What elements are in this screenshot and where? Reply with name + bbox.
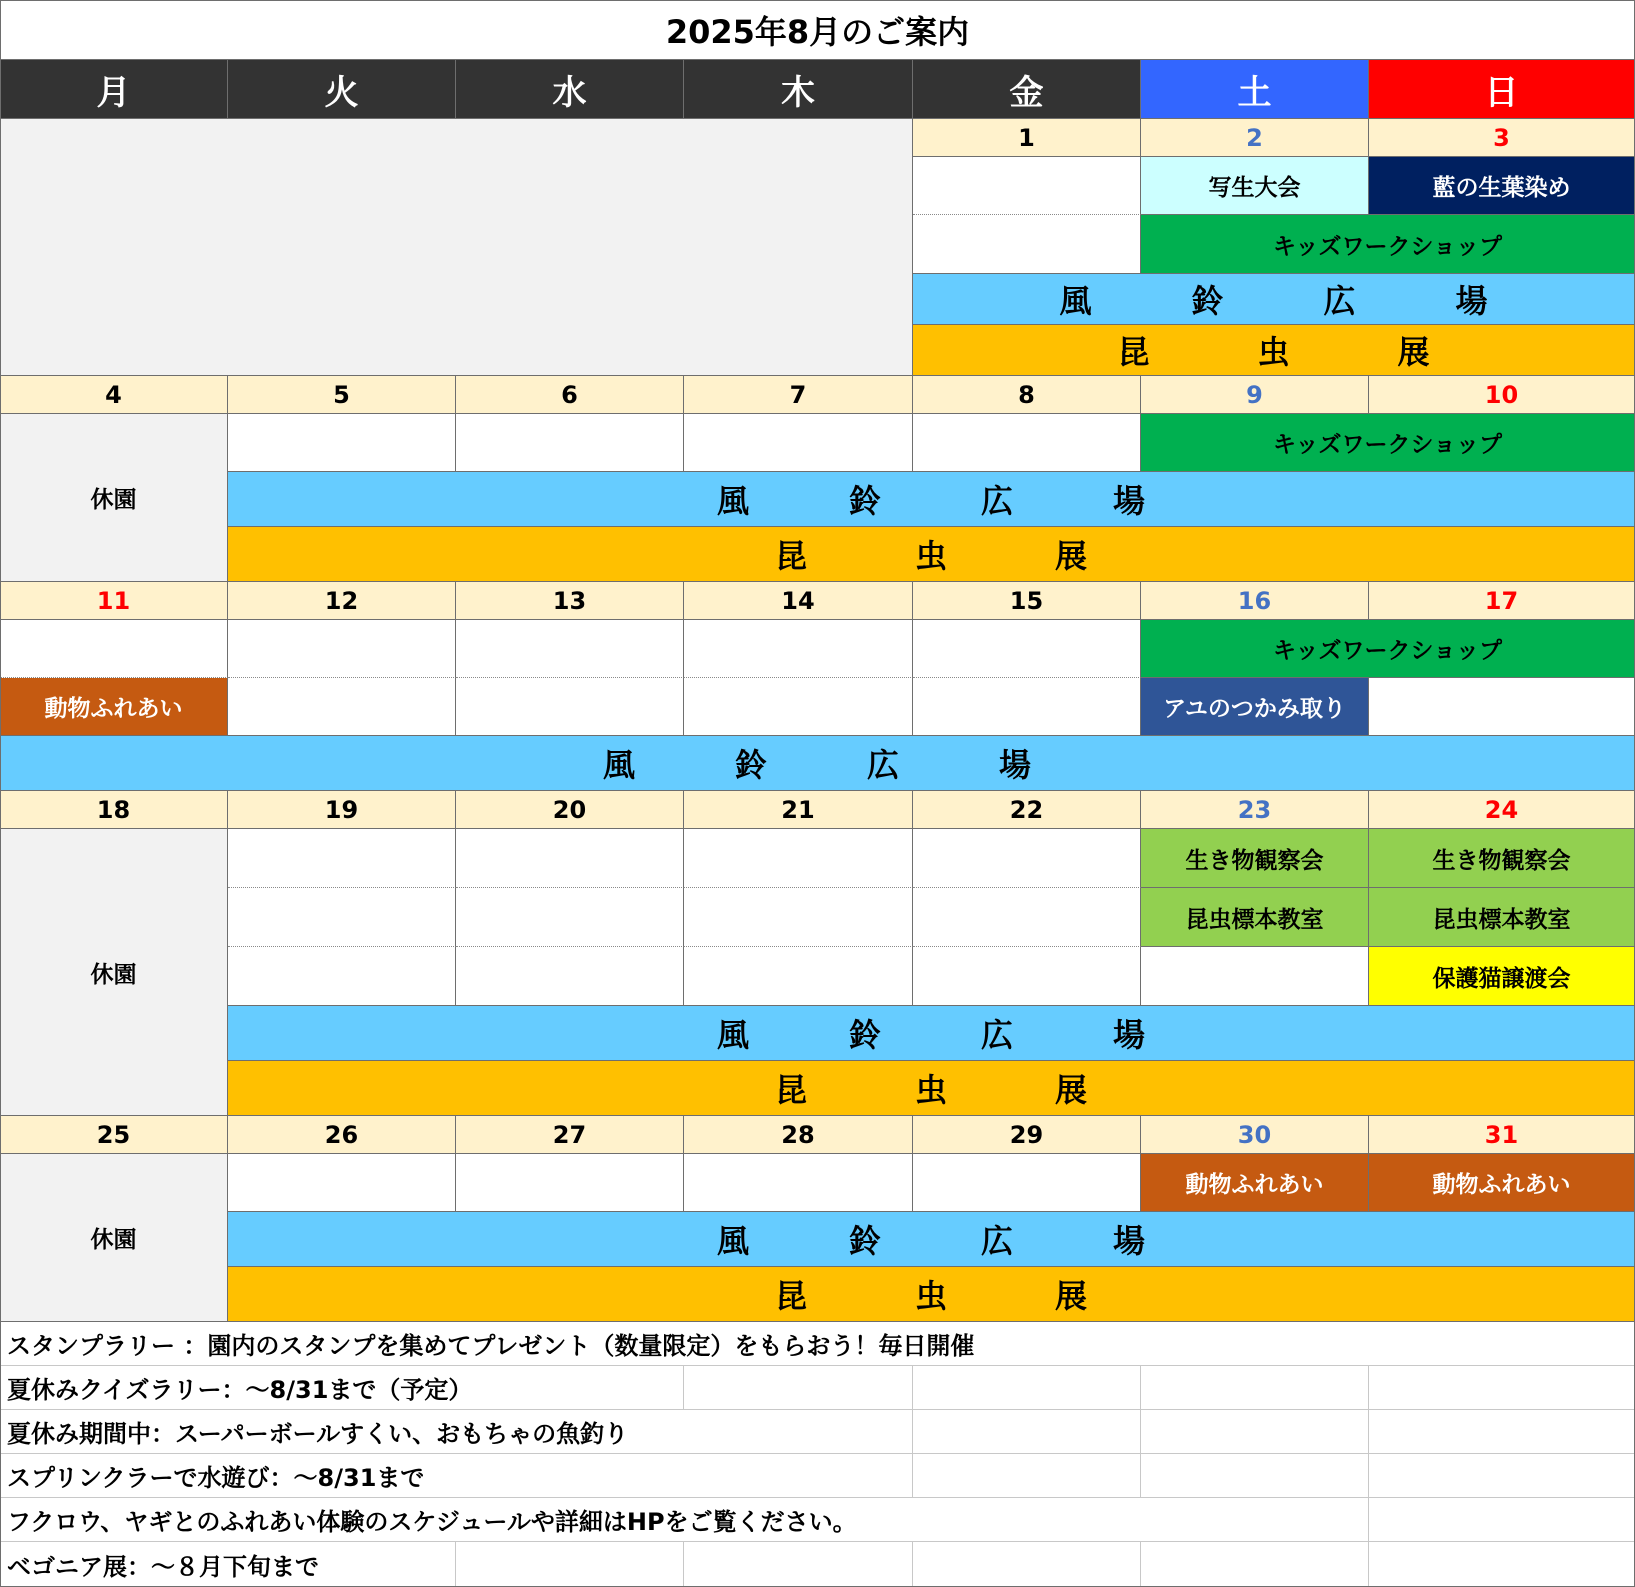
date-cell: 17	[1369, 582, 1635, 620]
empty-slot	[684, 414, 913, 472]
empty-grid-cell	[684, 1542, 913, 1587]
insect-exhibition-band-char: 展	[1055, 1071, 1088, 1109]
weekday-header: 火	[228, 60, 456, 119]
page-title: 2025年8月のご案内	[0, 0, 1635, 60]
empty-slot	[684, 620, 913, 678]
info-note: スプリンクラーで水遊び：～8/31まで	[0, 1454, 913, 1498]
empty-grid-cell	[1141, 1454, 1369, 1498]
wind-chime-plaza-band-char: 風	[1059, 282, 1092, 320]
empty-slot	[228, 1154, 456, 1212]
wind-chime-plaza-band-char: 広	[1323, 282, 1356, 320]
insect-exhibition-band-char: 虫	[914, 1071, 947, 1109]
date-cell: 11	[0, 582, 228, 620]
date-cell: 18	[0, 791, 228, 829]
empty-slot	[1141, 947, 1369, 1006]
date-cell: 7	[684, 376, 913, 414]
wind-chime-plaza-band-char: 場	[1113, 482, 1146, 520]
date-cell: 8	[913, 376, 1141, 414]
weekday-header: 木	[684, 60, 913, 119]
wind-chime-plaza-band	[228, 1212, 1635, 1267]
empty-slot	[456, 1154, 684, 1212]
event-animal-contact: 動物ふれあい	[1369, 1154, 1635, 1212]
event-sketch-contest: 写生大会	[1141, 157, 1369, 215]
date-cell: 21	[684, 791, 913, 829]
date-cell: 4	[0, 376, 228, 414]
event-indigo-dyeing: 藍の生葉染め	[1369, 157, 1635, 215]
wind-chime-plaza-band-char: 鈴	[848, 482, 881, 520]
info-note: フクロウ、ヤギとのふれあい体験のスケジュールや詳細はHPをご覧ください。	[0, 1498, 1369, 1542]
event-kids-workshop: キッズワークショップ	[1141, 215, 1635, 274]
wind-chime-plaza-band-char: 広	[981, 482, 1014, 520]
empty-slot	[913, 947, 1141, 1006]
insect-exhibition-band	[228, 1061, 1635, 1116]
insect-exhibition-band	[228, 527, 1635, 582]
weekday-header: 土	[1141, 60, 1369, 119]
empty-grid-cell	[913, 1366, 1141, 1410]
empty-grid-cell	[1369, 1410, 1635, 1454]
wind-chime-plaza-band	[0, 736, 1635, 791]
empty-slot	[456, 947, 684, 1006]
empty-grid-cell	[684, 1366, 913, 1410]
date-cell: 23	[1141, 791, 1369, 829]
wind-chime-plaza-band-char: 鈴	[848, 1016, 881, 1054]
date-cell: 6	[456, 376, 684, 414]
empty-slot	[228, 947, 456, 1006]
empty-slot	[228, 620, 456, 678]
empty-slot	[913, 414, 1141, 472]
empty-slot	[913, 888, 1141, 947]
date-cell: 26	[228, 1116, 456, 1154]
empty-slot	[228, 414, 456, 472]
info-note: 夏休み期間中：スーパーボールすくい、おもちゃの魚釣り	[0, 1410, 913, 1454]
empty-slot	[1369, 678, 1635, 736]
insect-exhibition-band-char: 虫	[914, 537, 947, 575]
date-cell: 25	[0, 1116, 228, 1154]
weekday-header: 月	[0, 60, 228, 119]
wind-chime-plaza-band-char: 広	[981, 1016, 1014, 1054]
date-cell: 20	[456, 791, 684, 829]
date-cell: 15	[913, 582, 1141, 620]
empty-days-block	[0, 119, 913, 376]
empty-grid-cell	[1369, 1498, 1635, 1542]
empty-slot	[456, 678, 684, 736]
empty-slot	[684, 678, 913, 736]
wind-chime-plaza-band-char: 風	[716, 1222, 749, 1260]
closed-day: 休園	[0, 414, 228, 582]
wind-chime-plaza-band-char: 場	[1455, 282, 1488, 320]
empty-slot	[456, 829, 684, 888]
wind-chime-plaza-band-char: 鈴	[734, 746, 767, 784]
empty-grid-cell	[1369, 1542, 1635, 1587]
insect-exhibition-band-char: 展	[1055, 537, 1088, 575]
weekday-header: 金	[913, 60, 1141, 119]
empty-grid-cell	[456, 1542, 684, 1587]
date-cell: 28	[684, 1116, 913, 1154]
wind-chime-plaza-band	[913, 274, 1635, 325]
info-note: ベゴニア展：～８月下旬まで	[0, 1542, 456, 1587]
date-cell: 10	[1369, 376, 1635, 414]
empty-slot	[456, 888, 684, 947]
wind-chime-plaza-band-char: 場	[1113, 1016, 1146, 1054]
wind-chime-plaza-band-char: 鈴	[848, 1222, 881, 1260]
wind-chime-plaza-band-char: 広	[867, 746, 900, 784]
closed-day: 休園	[0, 1154, 228, 1322]
date-cell: 31	[1369, 1116, 1635, 1154]
event-insect-specimen-class: 昆虫標本教室	[1141, 888, 1369, 947]
empty-grid-cell	[1141, 1410, 1369, 1454]
empty-slot	[913, 1154, 1141, 1212]
weekday-header: 日	[1369, 60, 1635, 119]
wind-chime-plaza-band-char: 鈴	[1191, 282, 1224, 320]
wind-chime-plaza-band-char: 場	[999, 746, 1032, 784]
wind-chime-plaza-band-char: 風	[716, 482, 749, 520]
event-kids-workshop: キッズワークショップ	[1141, 414, 1635, 472]
insect-exhibition-band-char: 虫	[1257, 333, 1290, 371]
empty-slot	[456, 414, 684, 472]
empty-grid-cell	[913, 1454, 1141, 1498]
empty-slot	[913, 678, 1141, 736]
date-cell: 5	[228, 376, 456, 414]
empty-slot	[684, 829, 913, 888]
event-creature-observation: 生き物観察会	[1141, 829, 1369, 888]
insect-exhibition-band-char: 昆	[1117, 333, 1150, 371]
empty-slot	[684, 947, 913, 1006]
wind-chime-plaza-band-char: 広	[981, 1222, 1014, 1260]
empty-slot	[913, 215, 1141, 274]
empty-slot	[913, 829, 1141, 888]
date-cell: 1	[913, 119, 1141, 157]
date-cell: 24	[1369, 791, 1635, 829]
empty-slot	[913, 620, 1141, 678]
empty-slot	[0, 620, 228, 678]
empty-slot	[684, 1154, 913, 1212]
date-cell: 27	[456, 1116, 684, 1154]
insect-exhibition-band	[913, 325, 1635, 376]
event-kids-workshop: キッズワークショップ	[1141, 620, 1635, 678]
date-cell: 16	[1141, 582, 1369, 620]
empty-grid-cell	[913, 1542, 1141, 1587]
empty-slot	[913, 157, 1141, 215]
date-cell: 29	[913, 1116, 1141, 1154]
empty-grid-cell	[1369, 1366, 1635, 1410]
insect-exhibition-band-char: 虫	[914, 1277, 947, 1315]
insect-exhibition-band-char: 昆	[774, 1071, 807, 1109]
insect-exhibition-band-char: 展	[1397, 333, 1430, 371]
event-creature-observation: 生き物観察会	[1369, 829, 1635, 888]
event-cat-adoption: 保護猫譲渡会	[1369, 947, 1635, 1006]
weekday-header: 水	[456, 60, 684, 119]
empty-slot	[684, 888, 913, 947]
date-cell: 9	[1141, 376, 1369, 414]
event-insect-specimen-class: 昆虫標本教室	[1369, 888, 1635, 947]
date-cell: 14	[684, 582, 913, 620]
empty-grid-cell	[1369, 1454, 1635, 1498]
wind-chime-plaza-band	[228, 472, 1635, 527]
empty-grid-cell	[1141, 1366, 1369, 1410]
wind-chime-plaza-band	[228, 1006, 1635, 1061]
event-animal-contact: 動物ふれあい	[1141, 1154, 1369, 1212]
wind-chime-plaza-band-char: 風	[716, 1016, 749, 1054]
wind-chime-plaza-band-char: 風	[602, 746, 635, 784]
date-cell: 12	[228, 582, 456, 620]
event-animal-contact: 動物ふれあい	[0, 678, 228, 736]
date-cell: 2	[1141, 119, 1369, 157]
info-note: 夏休みクイズラリー：～8/31まで（予定）	[0, 1366, 684, 1410]
event-ayu-catching: アユのつかみ取り	[1141, 678, 1369, 736]
insect-exhibition-band-char: 昆	[774, 537, 807, 575]
wind-chime-plaza-band-char: 場	[1113, 1222, 1146, 1260]
empty-grid-cell	[913, 1410, 1141, 1454]
insect-exhibition-band-char: 昆	[774, 1277, 807, 1315]
date-cell: 30	[1141, 1116, 1369, 1154]
empty-grid-cell	[1141, 1542, 1369, 1587]
closed-day: 休園	[0, 829, 228, 1116]
info-note: スタンプラリー ：園内のスタンプを集めてプレゼント（数量限定）をもらおう！毎日開催	[0, 1322, 1635, 1366]
empty-slot	[456, 620, 684, 678]
empty-slot	[228, 888, 456, 947]
insect-exhibition-band-char: 展	[1055, 1277, 1088, 1315]
insect-exhibition-band	[228, 1267, 1635, 1322]
date-cell: 19	[228, 791, 456, 829]
empty-slot	[228, 678, 456, 736]
date-cell: 13	[456, 582, 684, 620]
date-cell: 3	[1369, 119, 1635, 157]
empty-slot	[228, 829, 456, 888]
date-cell: 22	[913, 791, 1141, 829]
